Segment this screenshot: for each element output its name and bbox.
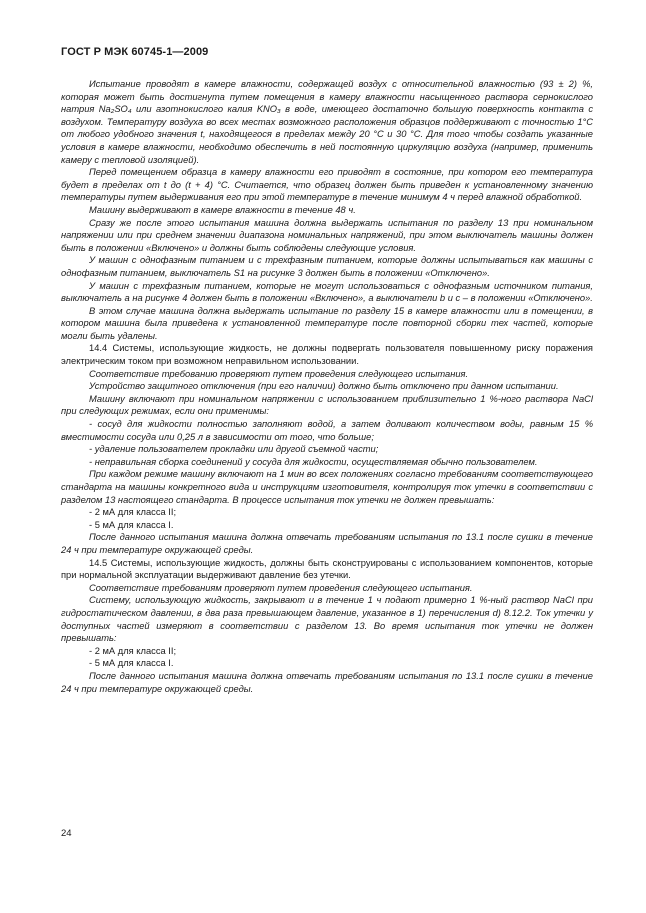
paragraph-1: Испытание проводят в камере влажности, содержащей воздух с относительной влажностью (93 ± 2) %, которая может быть достигнута путем помещения в камеру влажности насыщенного раствора сернокислого натрия Na₂SO₄ или азотнокислого калия KNO₃ в воде, имеющего достаточно большую поверхность контакта с воздухом. Температуру воздуха во всех местах возможного расположения образцов поддерживают с точностью 1°С от любого удобного значения t, находящегося в пределах между 20 °С и 30 °С. Для того чтобы создать указанные условия в камере влажности, необходимо обеспечить в ней постоянную циркуляцию воздуха (например, применить камеру с тепловой изоляцией). xyxy=(61,79,593,165)
paragraph-6: У машин с трехфазным питанием, которые не могут использоваться с однофазным источником питания, выключатель a на рисунке 4 должен быть в положении «Включено», а выключатели b и c – в положении «Отключено». xyxy=(61,280,593,304)
paragraph-17: - 5 мА для класса I. xyxy=(89,519,174,530)
paragraph-19: 14.5 Системы, использующие жидкость, должны быть сконструированы с использованием компонентов, которые при нормальной эксплуатации выдерживают давление без утечки. xyxy=(61,557,593,581)
paragraph-4: Сразу же после этого испытания машина должна выдержать испытания по разделу 13 при номинальном напряжении или при среднем значении диапазона номинальных напряжений, при этом выключатель машины должен быть в положении «Включено» и должны быть соблюдены следующие условия. xyxy=(61,217,593,253)
paragraph-9: Соответствие требованию проверяют путем проведения следующего испытания. xyxy=(89,368,469,379)
paragraph-3: Машину выдерживают в камере влажности в течение 48 ч. xyxy=(89,204,356,215)
document-header: ГОСТ Р МЭК 60745-1—2009 xyxy=(61,46,209,58)
paragraph-16: - 2 мА для класса II; xyxy=(89,507,177,518)
paragraph-5: У машин с однофазным питанием и с трехфазным питанием, которые должны испытываться как машины с однофазным питанием, выключатель S1 на рисунке 3 должен быть в положении «Отключено». xyxy=(61,255,593,278)
paragraph-12: - сосуд для жидкости полностью заполняют водой, а затем доливают количеством воды, равным 15 % вместимости сосуда или 0,25 л в зависимости от того, что больше; xyxy=(61,419,593,442)
paragraph-23: - 5 мА для класса I. xyxy=(89,658,174,669)
paragraph-21: Систему, использующую жидкость, закрывают и в течение 1 ч подают примерно 1 %-ный раствор NaCl при гидростатическом давлении, в два раза превышающем давление, указанное в 1) перечисления d) 8.12.2. Ток утечки у доступных частей измеряют в соответствии с разделом 13. Во время испытания ток утечки не должен превышать: xyxy=(61,595,593,644)
paragraph-8: 14.4 Системы, использующие жидкость, не должны подвергать пользователя повышенному риску поражения электрическим током при возможном неправильном использовании. xyxy=(61,343,593,367)
paragraph-2: Перед помещением образца в камеру влажности его приводят в состояние, при котором его температура будет в пределах от t до (t + 4) °С. Считается, что образец должен быть приведен к установленному значению температуры путем выдерживания его при этой температуре в течение минимум 4 ч перед влажной обработкой. xyxy=(61,167,593,203)
paragraph-11: Машину включают при номинальном напряжении с использованием приблизительно 1 %-ного раствора NaCl при следующих режимах, если они применимы: xyxy=(61,393,593,417)
paragraph-15: При каждом режиме машину включают на 1 мин во всех положениях согласно требованиям соответствующего стандарта на машины конкретного вида и инструкциям изготовителя, контролируя ток утечки в соответствии с разделом 13 настоящего стандарта. В процессе испытания ток утечки не должен превышать: xyxy=(61,469,593,505)
paragraph-7: В этом случае машина должна выдержать испытание по разделу 15 в камере влажности или в помещении, в котором машина была приведена к установленной температуре после повторной сборки тех частей, которые могли быть удалены. xyxy=(61,305,593,341)
page-number: 24 xyxy=(61,828,72,839)
paragraph-18: После данного испытания машина должна отвечать требованиям испытания по 13.1 после сушки в течение 24 ч при температуре окружающей среды. xyxy=(61,532,593,555)
paragraph-10: Устройство защитного отключения (при его наличии) должно быть отключено при данном испытании. xyxy=(89,381,559,392)
paragraph-22: - 2 мА для класса II; xyxy=(89,645,177,656)
paragraph-20: Соответствие требованиям проверяют путем проведения следующего испытания. xyxy=(89,582,473,593)
paragraph-14: - неправильная сборка соединений у сосуда для жидкости, осуществляемая обычно пользователем. xyxy=(89,456,538,467)
document-body xyxy=(61,78,593,695)
paragraph-24: После данного испытания машина должна отвечать требованиям испытания по 13.1 после сушки в течение 24 ч при температуре окружающей среды. xyxy=(61,670,593,694)
paragraph-13: - удаление пользователем прокладки или другой съемной части; xyxy=(89,444,379,455)
